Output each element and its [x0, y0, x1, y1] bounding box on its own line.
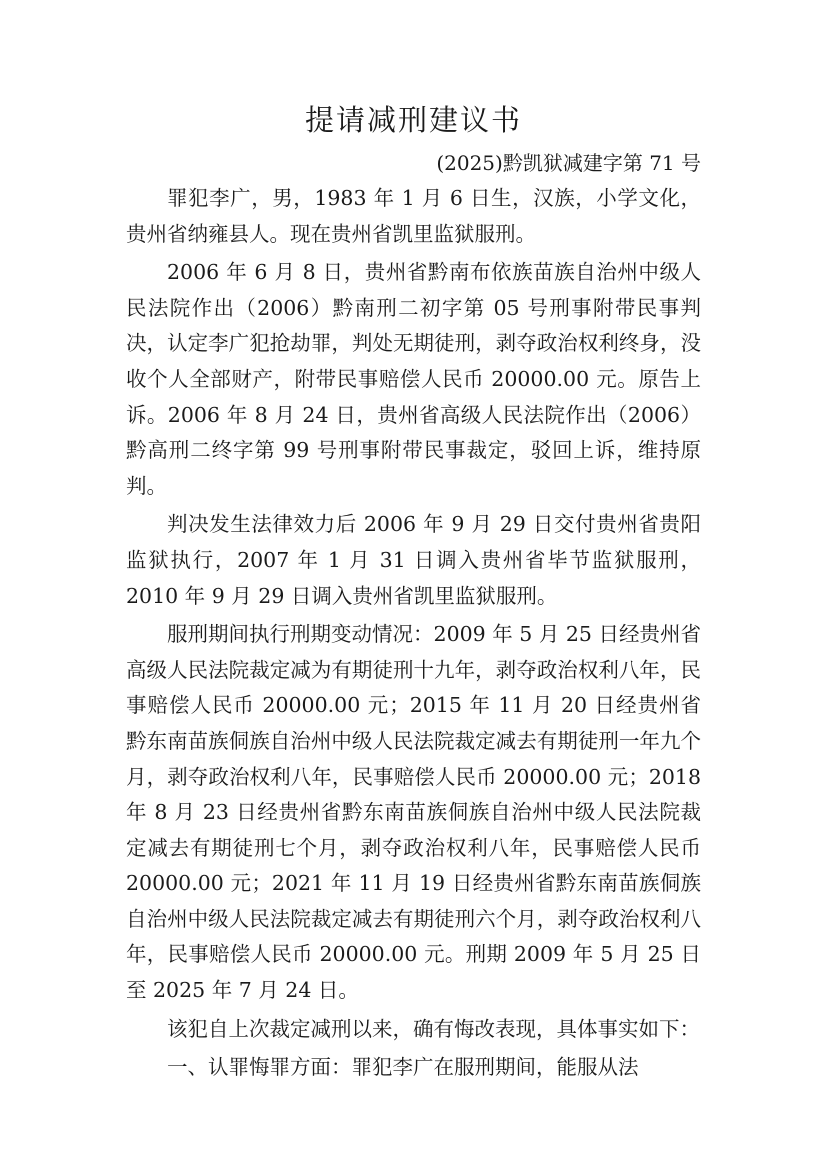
document-number: (2025)黔凯狱减建字第 71 号 — [436, 151, 701, 175]
document-title: 提请减刑建议书 — [304, 103, 522, 137]
paragraph-repentance-intro: 该犯自上次裁定减刑以来，确有悔改表现，具体事实如下： — [167, 1016, 700, 1041]
paragraph-personal-info: 罪犯李广，男，1983 年 1 月 6 日生，汉族，小学文化，贵州省纳雍县人。现在贵州省凯里监狱服刑。 — [126, 186, 701, 246]
paragraph-execution-transfer: 判决发生法律效力后 2006 年 9 月 29 日交付贵州省贵阳监狱执行，2007 年 1 月 31 日调入贵州省毕节监狱服刑，2010 年 9 月 29 日调入贵州省凯里监狱服刑。 — [126, 512, 701, 608]
paragraph-confession-section: 一、认罪悔罪方面：罪犯李广在服刑期间，能服从法 — [167, 1055, 639, 1080]
paragraph-sentence-changes: 服刑期间执行刑期变动情况：2009 年 5 月 25 日经贵州省高级人民法院裁定减为有期徒刑十九年，剥夺政治权利八年，民事赔偿人民币 20000.00 元；2015 年 11 月 20 日经贵州省黔东南苗族侗族自治州中级人民法院裁定减去有期徒刑一年九个月，剥夺政治权利八年，民事赔偿人民币 20000.00 元；2018 年 8 月 23 日经贵州省黔东南苗族侗族自治州中级人民法院裁定减去有期徒刑七个月，剥夺政治权利八年，民事赔偿人民币 20000.00 元；2021 年 11 月 19 日经贵州省黔东南苗族侗族自治州中级人民法院裁定减去有期徒刑六个月，剥夺政治权利八年，民事赔偿人民币 20000.00 元。刑期 2009 年 5 月 25 日至 2025 年 7 月 24 日。 — [126, 622, 701, 1003]
paragraph-original-judgment: 2006 年 6 月 8 日，贵州省黔南布依族苗族自治州中级人民法院作出（2006）黔南刑二初字第 05 号刑事附带民事判决，认定李广犯抢劫罪，判处无期徒刑，剥夺政治权利终身，没收个人全部财产，附带民事赔偿人民币 20000.00 元。原告上诉。2006 年 8 月 24 日，贵州省高级人民法院作出（2006）黔高刑二终字第 99 号刑事附带民事裁定，驳回上诉，维持原判。 — [126, 260, 701, 498]
document-body — [126, 181, 701, 1089]
